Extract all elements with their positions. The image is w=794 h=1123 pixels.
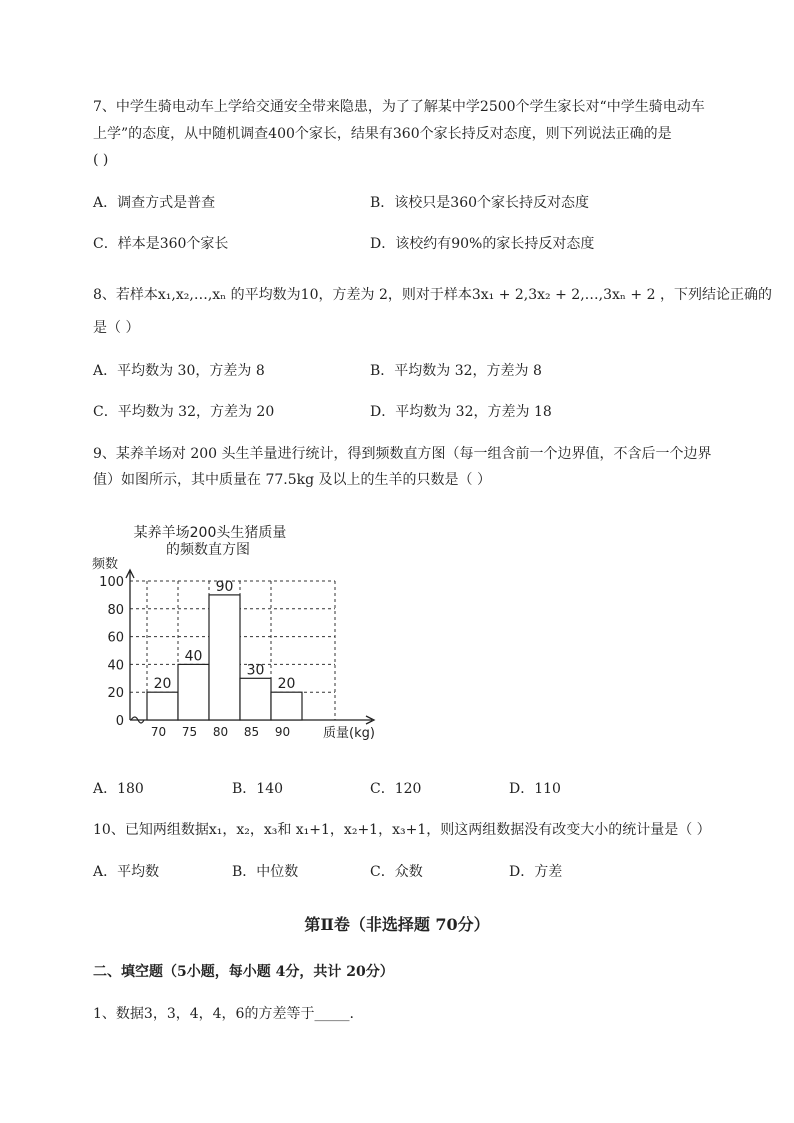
fill-question-1: 1、数据3，3，4，4，6的方差等于_____. — [93, 1006, 354, 1022]
y-tick-label-20: 20 — [107, 686, 124, 702]
chart-bars — [147, 595, 302, 720]
bar-value-label-70: 20 — [153, 676, 172, 693]
q7-option-b: B．该校只是360个家长持反对态度 — [370, 195, 590, 211]
bar-value-label-75: 40 — [184, 648, 203, 665]
q8-option-c: C．平均数为 32，方差为 20 — [93, 404, 275, 420]
x-tick-label-90: 90 — [274, 725, 291, 739]
histogram-bar-75 — [178, 664, 209, 720]
y-tick-label-0: 0 — [115, 714, 124, 729]
histogram-bar-90 — [271, 692, 302, 720]
q9-option-c: C．120 — [370, 781, 422, 797]
chart-title: 某养羊场200头生猪质量 — [133, 525, 287, 541]
histogram-bar-70 — [147, 692, 178, 720]
bar-value-label-80: 90 — [215, 578, 234, 595]
q8-option-b: B．平均数为 32，方差为 8 — [370, 363, 542, 379]
q10-option-b: B．中位数 — [232, 864, 299, 880]
q9-text-line2: 值）如图所示，其中质量在 77.5kg 及以上的生羊的只数是（ ） — [93, 472, 491, 488]
q7-text-line3: ( ) — [93, 152, 109, 168]
q9-option-a: A．180 — [93, 781, 144, 797]
q7-option-d: D．该校约有90%的家长持反对态度 — [370, 236, 595, 252]
y-tick-label-60: 60 — [107, 630, 124, 646]
frequency-histogram — [90, 515, 400, 750]
q8-text-line2: 是（ ） — [93, 320, 140, 336]
q10-text: 10、已知两组数据x₁，x₂，x₃和 x₁+1，x₂+1，x₃+1，则这两组数据没有改变大小的统计量是（ ） — [93, 822, 711, 838]
x-tick-label-80: 80 — [212, 725, 229, 739]
bar-value-label-85: 30 — [246, 662, 265, 679]
q10-option-a: A．平均数 — [93, 864, 160, 880]
q10-option-d: D．方差 — [509, 864, 563, 880]
histogram-bar-80 — [209, 595, 240, 720]
q7-option-a: A．调查方式是普查 — [93, 195, 216, 211]
bar-value-label-90: 20 — [277, 676, 296, 693]
x-tick-label-70: 70 — [150, 725, 167, 739]
y-tick-label-100: 100 — [99, 575, 124, 590]
q10-option-c: C．众数 — [370, 864, 423, 880]
q9-option-d: D．110 — [509, 781, 561, 797]
x-tick-label-85: 85 — [243, 725, 260, 739]
y-tick-label-40: 40 — [107, 658, 124, 674]
section-heading: 二、填空题（5小题，每小题 4分，共计 20分） — [93, 964, 394, 980]
chart-y-axis-label: 频数 — [92, 557, 119, 572]
chart-subtitle: 的频数直方图 — [166, 542, 250, 558]
section-title: 第Ⅱ卷（非选择题 70分） — [304, 915, 490, 934]
q9-option-b: B．140 — [232, 781, 284, 797]
x-tick-label-75: 75 — [181, 725, 198, 739]
q7-text-line1: 7、中学生骑电动车上学给交通安全带来隐患，为了了解某中学2500个学生家长对“中学生骑电动车 — [93, 99, 705, 115]
y-tick-label-80: 80 — [107, 602, 124, 618]
q7-text-line2: 上学”的态度，从中随机调查400个家长，结果有360个家长持反对态度，则下列说法正确的是 — [93, 126, 672, 142]
q7-option-c: C．样本是360个家长 — [93, 236, 229, 252]
histogram-bar-85 — [240, 678, 271, 720]
q8-option-a: A．平均数为 30，方差为 8 — [93, 363, 265, 379]
q8-text-line1: 8、若样本x₁,x₂,…,xₙ 的平均数为10，方差为 2，则对于样本3x₁ + 2,3x₂ + 2,…,3xₙ + 2 ，下列结论正确的 — [93, 287, 772, 303]
q9-text-line1: 9、某养羊场对 200 头生羊量进行统计，得到频数直方图（每一组含前一个边界值，不含后一个边界 — [93, 446, 712, 462]
q8-option-d: D．平均数为 32，方差为 18 — [370, 404, 552, 420]
chart-x-axis-label: 质量(kg) — [323, 726, 375, 741]
